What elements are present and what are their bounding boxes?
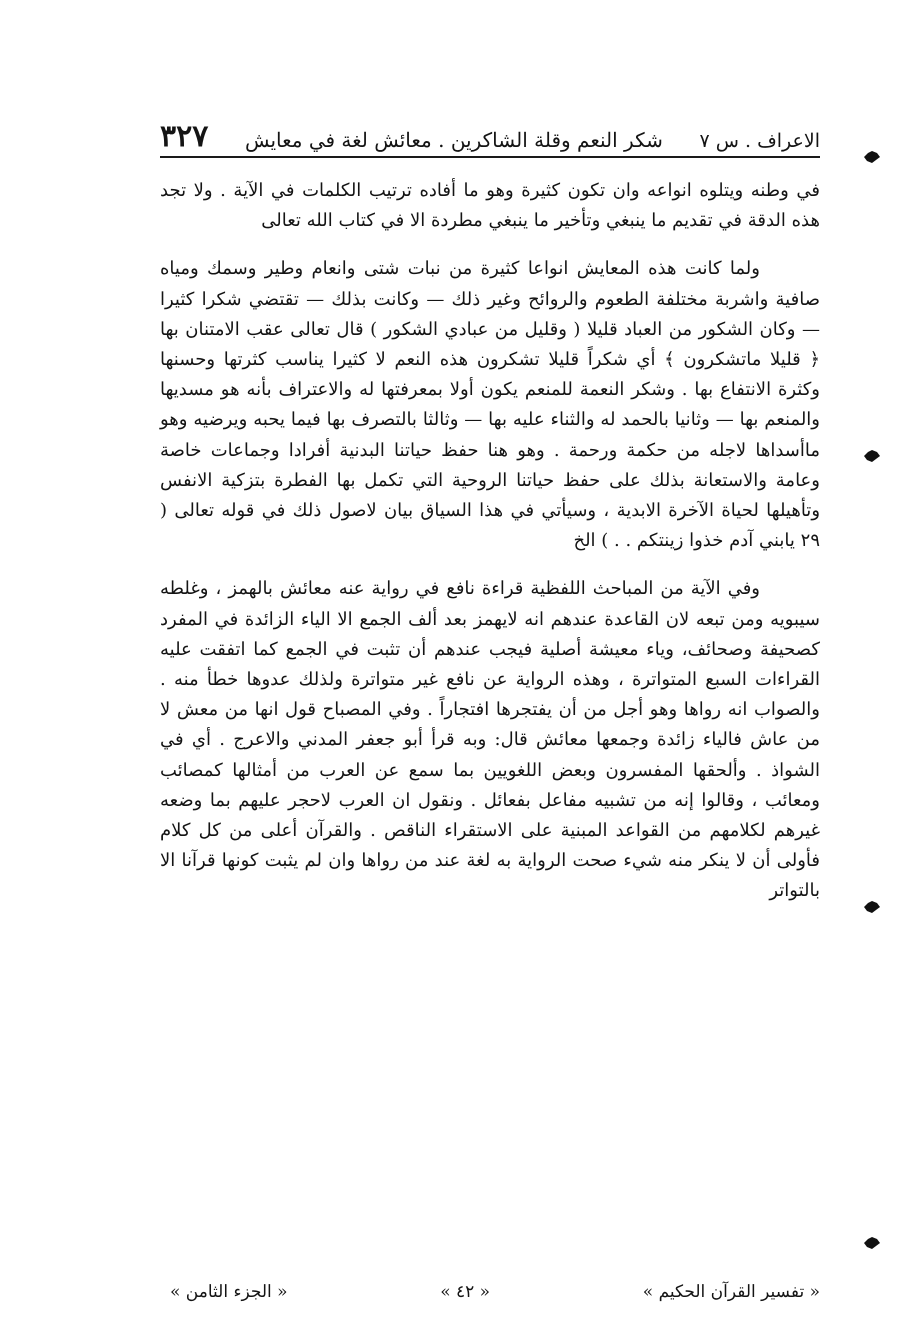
paragraph-3	[160, 574, 820, 906]
text-line: بالحمد له والثناء عليه بها — وثالثا بالتصرف بها فيما يحبه ويرضيه وهو ماأسداها	[160, 409, 820, 461]
binding-hole-mark	[863, 900, 881, 914]
text-line: صافية واشربة مختلفة الطعوم والروائح وغير ذلك — وكانت بذلك — تقتضي	[248, 288, 820, 310]
text-line: كتاب الله تعالى	[261, 210, 375, 232]
text-line: في وطنه ويتلوه انواعه وان تكون كثيرة وهو ما أفاده ترتيب الكلمات	[302, 180, 820, 201]
text-line: متواترة ولذلك عدوها خطأ منه . والصواب انه رواها وهو أجل من أن	[160, 669, 820, 721]
text-line: وقالوا إنه من تشبيه مفاعل بفعائل . ونقول ان العرب لاحجر عليهم بما وضعه	[160, 789, 744, 811]
header-topic: شكر النعم وقلة الشاكرين . معائش لغة في معايش	[244, 128, 663, 152]
text-line: وفي الآية من المباحث اللفظية قراءة نافع في رواية عنه معائش بالهمز ،	[215, 578, 760, 600]
text-line: يفتجرها افتجاراً . وفي المصباح قول انها من معش لا من عاش فالياء زائدة	[160, 699, 820, 751]
body-text	[160, 176, 820, 907]
running-header	[160, 112, 820, 158]
binding-hole-mark	[863, 449, 881, 463]
text-line: وغلطه سيبويه ومن تبعه لان القاعدة عندهم انه لايهمز بعد ألف الجمع الا الياء	[160, 578, 820, 630]
text-line: المفسرون وبعض اللغويين بما سمع عن العرب من أمثالها كمصائب ومعائب ،	[160, 759, 821, 811]
binding-hole-mark	[863, 150, 881, 164]
footer-book-title: « تفسير القرآن الحكيم »	[642, 1282, 820, 1302]
text-line: الانفس وتأهيلها لحياة الآخرة الابدية ، وسيأتي في هذا السياق بيان لاصول	[160, 469, 821, 522]
footer-number: « ٤٢ »	[440, 1282, 491, 1302]
text-line: هذه النعم لا كثيرا يناسب كثرتها وحسنها وكثرة الانتفاع بها . وشكر النعمة	[160, 349, 820, 401]
text-line: وجمعها معائش قال: وبه قرأ أبو جعفر المدني والاعرج . أي في الشواذ . وألحقها	[160, 729, 820, 781]
text-line: قال تعالى عقب الامتنان بها ﴿ قليلا ماتشكرون ﴾ أي شكراً قليلا تشكرون	[160, 318, 820, 371]
text-line: الجمع كما اتفقت عليه القراءات السبع المتواترة ، وهذه الرواية عن نافع غير	[160, 638, 820, 691]
text-line: وعامة والاستعانة بذلك على حفظ حياتنا الروحية التي تكمل بها الفطرة بتزكية	[221, 469, 820, 491]
page-footer	[170, 1278, 820, 1306]
page-number: ٣٢٧	[160, 119, 209, 154]
text-line: ذلك في قوله تعالى ( ٢٩ يابني آدم خذوا زينتكم . . ) الخ	[160, 500, 820, 552]
text-line: كلام فأولى أن لا ينكر منه شيء صحت الرواية به لغة عند من رواها وان	[160, 820, 820, 872]
footer-part: « الجزء الثامن »	[170, 1282, 288, 1302]
header-sura: الاعراف . س ٧	[699, 130, 820, 152]
text-line: لم يثبت كونها قرآنا الا بالتواتر	[160, 850, 820, 902]
text-line: في الآية . ولا تجد هذه الدقة في تقديم ما ينبغي وتأخير ما ينبغي مطردة الا في	[160, 180, 820, 232]
text-line: غيرهم لكلامهم من القواعد المبنية على الاستقراء الناقص . والقرآن أعلى من كل	[198, 820, 820, 842]
text-line: الزائدة في المفرد كصحيفة وصحائف، وياء معيشة أصلية فيجب عندهم أن تثبت في	[160, 608, 820, 660]
text-line: للمنعم يكون أولا بمعرفتها له والاعتراف بأنه هو مسديها والمنعم بها — وثانيا	[160, 379, 820, 431]
text-line: ولما كانت هذه المعايش انواعا كثيرة من نبات شتى وانعام وطير وسمك ومياه	[160, 258, 760, 280]
paragraph-2	[160, 254, 820, 556]
paragraph-1	[160, 176, 820, 236]
text-line: لاجله من حكمة ورحمة . وهو هنا حفظ حياتنا البدنية أفرادا وجماعات خاصة	[160, 439, 747, 461]
text-line: شكرا كثيرا — وكان الشكور من العباد قليلا ( وقليل من عبادي الشكور )	[160, 288, 820, 340]
binding-hole-mark	[863, 1236, 881, 1250]
